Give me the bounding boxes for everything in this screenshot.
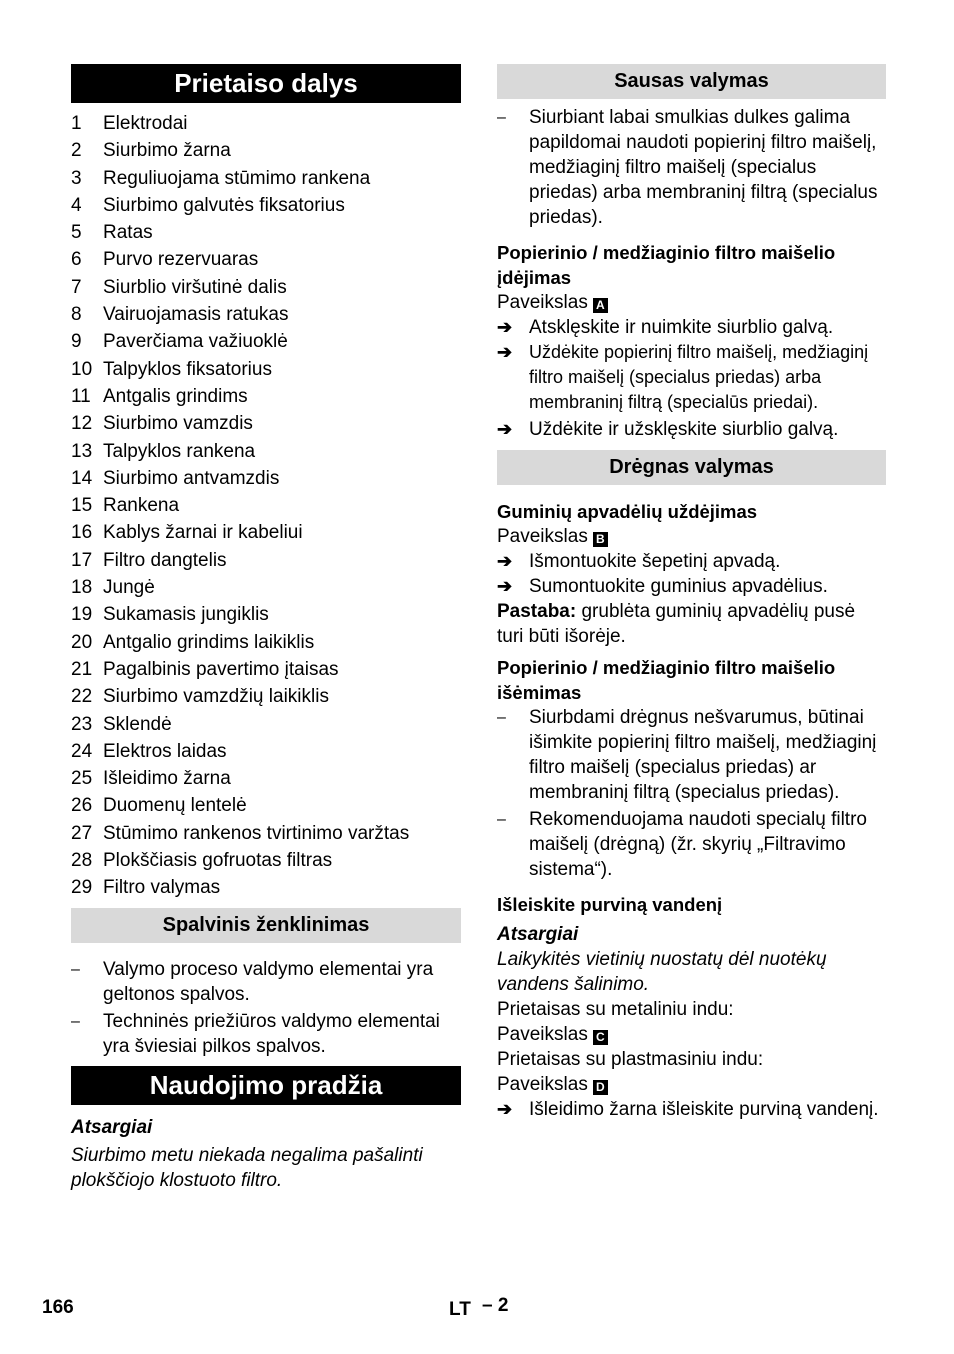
list-item [71, 438, 461, 465]
part-label: Talpyklos rankena [103, 440, 256, 462]
figure-a-icon: A [593, 298, 608, 313]
part-number: 19 [71, 604, 93, 626]
left-column [71, 64, 461, 1193]
list-item [71, 629, 461, 656]
list-item [71, 110, 461, 137]
list-item: ➔ Uždėkite ir užsklęskite siurblio galvą. [497, 419, 839, 440]
list-item: – Siurbiant labai smulkias dulkes galima papildomai naudoti popierinį filtro maišelį, medžiaginį filtro maišelį (specialus priedas) arba membraninį filtrą (specialus priedas). [497, 107, 878, 228]
part-label: Sklendė [103, 713, 172, 735]
list-item [71, 219, 461, 246]
list-item [71, 574, 461, 601]
part-number: 11 [71, 385, 91, 407]
list-item: – Siurbdami drėgnus nešvarumus, būtinai išimkite popierinį filtro maišelį, medžiaginį filtro maišelį (specialus priedas) ar membraninį filtrą (specialus priedas). [497, 707, 877, 803]
figure-ref-c: Paveikslas C [497, 1022, 886, 1047]
part-label: Siurbimo antvamzdis [103, 467, 280, 489]
part-label: Purvo rezervuaras [103, 249, 259, 271]
dash-icon: – [497, 709, 506, 726]
list-item [71, 547, 461, 574]
part-number: 18 [71, 577, 93, 599]
part-number: 1 [71, 113, 82, 134]
list-item [71, 601, 461, 628]
list-item [71, 519, 461, 546]
arrow-icon: ➔ [497, 342, 513, 362]
list-item [71, 192, 461, 219]
plastic-tank-text: Prietaisas su plastmasiniu indu: [497, 1049, 764, 1070]
part-label: Paverčiama važiuoklė [103, 331, 288, 353]
list-item: ➔ Išmontuokite šepetinį apvadą. [497, 551, 781, 572]
part-label: Kablys žarnai ir kabeliui [103, 522, 303, 544]
list-item: ➔ Sumontuokite guminius apvadėlius. [497, 576, 828, 597]
part-label: Siurbimo vamzdžių laikiklis [103, 686, 329, 708]
rubber-strips-heading: Guminių apvadėlių uždėjimas [497, 501, 758, 522]
part-label: Stūmimo rankenos tvirtinimo varžtas [103, 822, 410, 844]
part-label: Vairuojamasis ratukas [103, 304, 289, 326]
drain-water-heading: Išleiskite purviną vandenį [497, 894, 723, 915]
part-label: Sukamasis jungiklis [103, 604, 269, 626]
part-label: Siurbimo žarna [103, 140, 231, 162]
part-number: 15 [71, 495, 93, 517]
part-number: 3 [71, 167, 82, 189]
list-item: – Valymo proceso valdymo elementai yra geltonos spalvos. [71, 958, 434, 1005]
part-number: 9 [71, 331, 82, 353]
part-number: 10 [71, 358, 93, 380]
list-item [71, 301, 461, 328]
list-item [71, 383, 461, 410]
list-item [71, 656, 461, 683]
list-item [71, 492, 461, 519]
list-item: ➔ Uždėkite popierinį filtro maišelį, medžiaginį filtro maišelį (specialus priedas) arba membraninį filtrą (specialūs priedai). [497, 342, 869, 412]
list-item: ➔ Atsklęskite ir nuimkite siurblio galvą. [497, 317, 834, 338]
figure-d-icon: D [593, 1080, 608, 1095]
part-number: 5 [71, 222, 82, 244]
list-item: ➔ Išleidimo žarna išleiskite purviną vandenį. [497, 1099, 879, 1120]
part-label: Elektrodai [103, 113, 188, 134]
start-heading: Naudojimo pradžia [71, 1066, 461, 1105]
parts-heading: Prietaiso dalys [71, 64, 461, 103]
caution-label: Atsargiai [497, 924, 579, 945]
list-item [71, 328, 461, 355]
caution-label: Atsargiai [71, 1116, 153, 1138]
parts-list [71, 110, 461, 902]
part-number: 27 [71, 822, 93, 844]
section-number: – 2 [482, 1295, 509, 1316]
list-item [71, 738, 461, 765]
part-label: Duomenų lentelė [103, 795, 247, 817]
part-label: Reguliuojama stūmimo rankena [103, 167, 371, 189]
list-item [71, 683, 461, 710]
arrow-icon: ➔ [497, 551, 513, 571]
part-number: 8 [71, 304, 82, 326]
part-number: 29 [71, 877, 93, 899]
part-number: 26 [71, 795, 93, 817]
part-label: Antgalio grindims laikiklis [103, 631, 315, 653]
part-number: 24 [71, 740, 93, 762]
caution-text: Laikykitės vietinių nuostatų dėl nuotėkų vandens šalinimo. [497, 949, 827, 995]
metal-tank-text: Prietaisas su metaliniu indu: [497, 999, 734, 1020]
figure-c-icon: C [593, 1030, 608, 1045]
list-item [71, 274, 461, 301]
note: Pastaba: grublėta guminių apvadėlių pusė turi būti išorėje. [497, 601, 856, 647]
list-item [71, 711, 461, 738]
arrow-icon: ➔ [497, 1099, 513, 1119]
language-code: LT [449, 1299, 471, 1320]
part-label: Pagalbinis pavertimo įtaisas [103, 658, 339, 680]
insert-filter-heading: Popierinio / medžiaginio filtro maišelio įdėjimas [497, 242, 836, 288]
dash-icon: – [71, 1012, 80, 1030]
part-label: Siurbimo galvutės fiksatorius [103, 194, 345, 216]
part-label: Filtro dangtelis [103, 549, 227, 571]
part-label: Plokščiasis gofruotas filtras [103, 850, 333, 872]
dash-icon: – [497, 109, 506, 126]
part-label: Ratas [103, 222, 153, 244]
part-number: 21 [71, 658, 93, 680]
note-label: Pastaba: [497, 601, 577, 622]
color-coding-list [71, 957, 461, 1059]
list-item [71, 874, 461, 901]
list-item [71, 465, 461, 492]
caution-text: Siurbimo metu niekada negalima pašalinti plokščiojo klostuoto filtro. [71, 1144, 423, 1191]
list-item [71, 246, 461, 273]
list-item [71, 410, 461, 437]
list-item [71, 765, 461, 792]
part-label: Elektros laidas [103, 740, 227, 762]
part-label: Siurbimo vamzdis [103, 413, 253, 435]
part-number: 12 [71, 413, 93, 435]
part-number: 2 [71, 140, 82, 162]
right-column [497, 64, 886, 1122]
part-number: 22 [71, 686, 93, 708]
figure-b-icon: B [593, 532, 608, 547]
part-label: Siurblio viršutinė dalis [103, 276, 287, 298]
part-number: 6 [71, 249, 82, 271]
figure-ref-d: Paveikslas D [497, 1072, 886, 1097]
remove-filter-heading: Popierinio / medžiaginio filtro maišelio išėmimas [497, 657, 836, 703]
part-label: Jungė [103, 577, 155, 599]
list-item [71, 356, 461, 383]
wet-cleaning-heading: Drėgnas valymas [497, 450, 886, 485]
arrow-icon: ➔ [497, 419, 513, 439]
part-number: 25 [71, 768, 93, 790]
list-item: – Techninės priežiūros valdymo elementai yra šviesiai pilkos spalvos. [71, 1010, 440, 1057]
list-item [71, 820, 461, 847]
figure-ref-b: Paveikslas B [497, 524, 886, 549]
part-label: Filtro valymas [103, 877, 221, 899]
part-label: Antgalis grindims [103, 385, 248, 407]
arrow-icon: ➔ [497, 317, 513, 337]
part-number: 16 [71, 522, 93, 544]
arrow-icon: ➔ [497, 576, 513, 596]
part-number: 20 [71, 631, 93, 653]
list-item [71, 792, 461, 819]
list-item [71, 165, 461, 192]
part-number: 7 [71, 276, 82, 298]
part-number: 13 [71, 440, 93, 462]
part-label: Rankena [103, 495, 180, 517]
dash-icon: – [497, 811, 506, 828]
list-item [71, 847, 461, 874]
part-label: Talpyklos fiksatorius [103, 358, 272, 380]
figure-ref-a: Paveikslas A [497, 290, 886, 315]
part-label: Išleidimo žarna [103, 768, 231, 790]
color-coding-heading: Spalvinis ženklinimas [71, 908, 461, 943]
part-number: 23 [71, 713, 93, 735]
part-number: 4 [71, 194, 82, 216]
list-item [71, 137, 461, 164]
page-number: 166 [42, 1297, 74, 1318]
list-item: – Rekomenduojama naudoti specialų filtro maišelį (drėgną) (žr. skyrių „Filtravimo sistema“). [497, 809, 867, 880]
part-number: 17 [71, 549, 93, 571]
dry-cleaning-heading: Sausas valymas [497, 64, 886, 99]
part-number: 14 [71, 467, 93, 489]
part-number: 28 [71, 850, 93, 872]
dash-icon: – [71, 960, 80, 978]
